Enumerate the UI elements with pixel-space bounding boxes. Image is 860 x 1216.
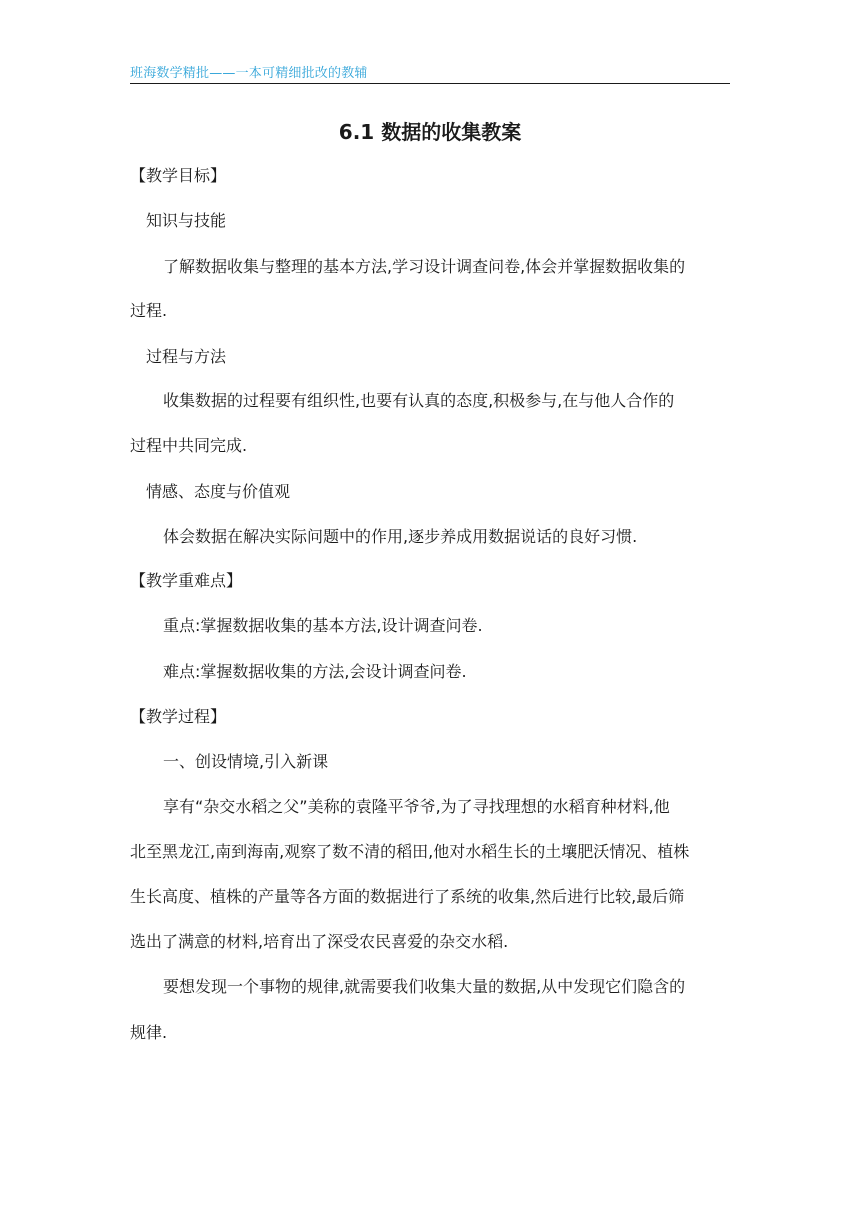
- paragraph-line: 选出了满意的材料,培育出了深受农民喜爱的杂交水稻.: [130, 932, 509, 951]
- paragraph-line: 享有“杂交水稻之父”美称的袁隆平爷爷,为了寻找理想的水稻育种材料,他: [163, 797, 670, 816]
- section-heading-objectives: 【教学目标】: [130, 166, 227, 185]
- paragraph-line: 了解数据收集与整理的基本方法,学习设计调查问卷,体会并掌握数据收集的: [163, 257, 686, 276]
- paragraph-line: 过程中共同完成.: [130, 436, 248, 455]
- subheading-intro: 一、创设情境,引入新课: [163, 752, 329, 771]
- paragraph-line: 收集数据的过程要有组织性,也要有认真的态度,积极参与,在与他人合作的: [163, 391, 675, 410]
- paragraph-line: 生长高度、植株的产量等各方面的数据进行了系统的收集,然后进行比较,最后筛: [130, 887, 685, 906]
- section-heading-key-points: 【教学重难点】: [130, 571, 243, 590]
- subheading-attitude: 情感、态度与价值观: [146, 482, 291, 501]
- page-header: 班海数学精批——一本可精细批改的教辅: [130, 66, 368, 81]
- paragraph-line: 过程.: [130, 301, 168, 320]
- paragraph-line: 北至黑龙江,南到海南,观察了数不清的稻田,他对水稻生长的土壤肥沃情况、植株: [130, 842, 690, 861]
- subheading-process: 过程与方法: [146, 347, 227, 366]
- paragraph-line: 规律.: [130, 1023, 168, 1042]
- paragraph-line: 体会数据在解决实际问题中的作用,逐步养成用数据说话的良好习惯.: [163, 527, 638, 546]
- subheading-knowledge: 知识与技能: [146, 211, 227, 230]
- section-heading-process: 【教学过程】: [130, 707, 227, 726]
- document-title: 6.1 数据的收集教案: [338, 120, 522, 144]
- paragraph-line: 难点:掌握数据收集的方法,会设计调查问卷.: [163, 662, 467, 681]
- paragraph-line: 要想发现一个事物的规律,就需要我们收集大量的数据,从中发现它们隐含的: [163, 977, 686, 996]
- header-divider: [130, 83, 730, 84]
- paragraph-line: 重点:掌握数据收集的基本方法,设计调查问卷.: [163, 616, 483, 635]
